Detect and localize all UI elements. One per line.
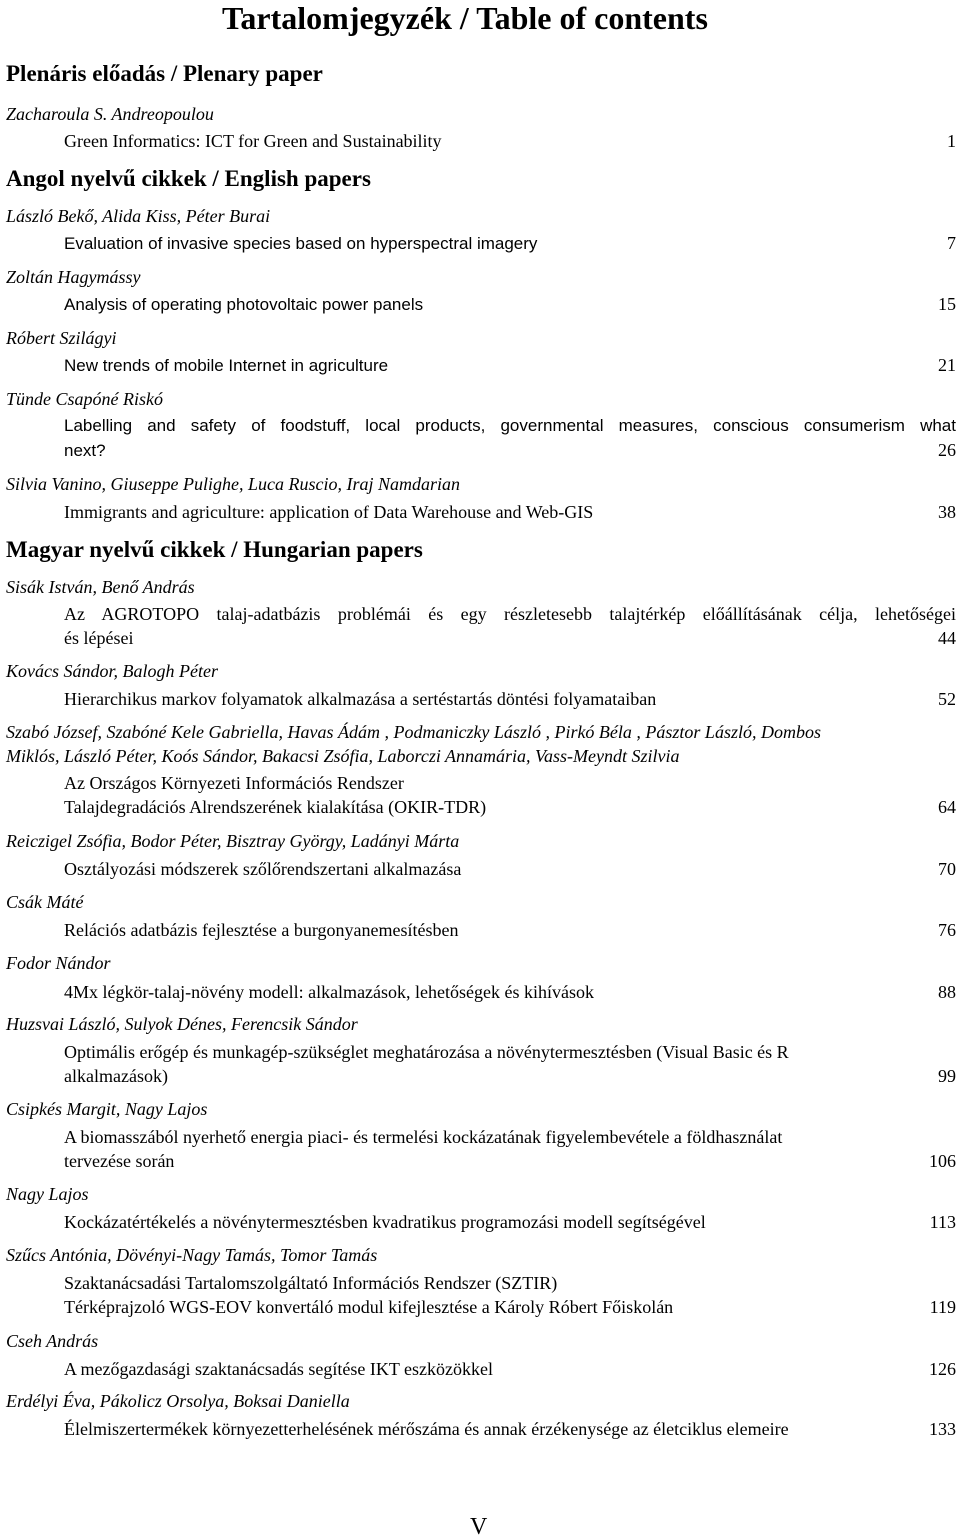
entry-authors: Róbert Szilágyi: [6, 328, 117, 348]
toc-entry[interactable]: [64, 500, 956, 524]
entry-page-number: 119: [929, 1297, 956, 1317]
toc-entry[interactable]: [64, 687, 956, 711]
entry-page-number: 21: [938, 355, 956, 375]
entry-title: New trends of mobile Internet in agriculture: [64, 356, 389, 375]
toc-entry[interactable]: [64, 353, 956, 378]
entry-title: Osztályozási módszerek szőlőrendszertani alkalmazása: [64, 859, 462, 879]
entry-authors: Csipkés Margit, Nagy Lajos: [6, 1099, 208, 1119]
entry-page-number: 1: [947, 131, 956, 151]
entry-authors: Kovács Sándor, Balogh Péter: [6, 661, 218, 681]
entry-title-cont: alkalmazások): [64, 1066, 168, 1086]
entry-title-cont: és lépései: [64, 628, 134, 648]
entry-authors: Erdélyi Éva, Pákolicz Orsolya, Boksai Daniella: [6, 1391, 350, 1411]
toc-entry[interactable]: [64, 1125, 956, 1173]
entry-title: Élelmiszertermékek környezetterhelésének mérőszáma és annak érzékenysége az életciklus elemeire: [64, 1419, 789, 1439]
entry-authors: Szűcs Antónia, Dövényi-Nagy Tamás, Tomor Tamás: [6, 1245, 378, 1265]
entry-authors: Silvia Vanino, Giuseppe Pulighe, Luca Ruscio, Iraj Namdarian: [6, 474, 460, 494]
entry-title: A mezőgazdasági szaktanácsadás segítése IKT eszközökkel: [64, 1359, 493, 1379]
entry-title: Kockázatértékelés a növénytermesztésben kvadratikus programozási modell segítségével: [64, 1212, 706, 1232]
toc-entry[interactable]: [64, 1210, 956, 1234]
toc-entry[interactable]: [64, 231, 956, 256]
entry-page-number: 44: [938, 628, 956, 648]
entry-authors: Huzsvai László, Sulyok Dénes, Ferencsik Sándor: [6, 1014, 358, 1034]
entry-title: Optimális erőgép és munkagép-szükséglet meghatározása a növénytermesztésben (Visual Basic és R: [64, 1042, 789, 1062]
toc-entry[interactable]: [64, 602, 956, 650]
entry-authors-line: Szabó József, Szabóné Kele Gabriella, Havas Ádám , Podmaniczky László , Pirkó Béla , Pásztor László, Dombos: [6, 722, 821, 742]
entry-page-number: 99: [938, 1066, 956, 1086]
page-title: Tartalomjegyzék / Table of contents: [222, 0, 708, 36]
entry-page-number: 70: [938, 859, 956, 879]
entry-page-number: 38: [938, 502, 956, 522]
entry-title: Az Országos Környezeti Információs Rendszer: [64, 773, 404, 793]
entry-page-number: 126: [929, 1359, 956, 1379]
entry-title: Green Informatics: ICT for Green and Sustainability: [64, 131, 442, 151]
entry-authors: Reiczigel Zsófia, Bodor Péter, Bisztray György, Ladányi Márta: [6, 831, 460, 851]
entry-authors: [6, 720, 956, 768]
toc-entry[interactable]: [64, 1417, 956, 1441]
section-title-plenary: Plenáris előadás / Plenary paper: [6, 61, 323, 86]
toc-entry[interactable]: [64, 129, 956, 153]
entry-title: Analysis of operating photovoltaic power panels: [64, 295, 424, 314]
entry-title: Az AGROTOPO talaj-adatbázis problémái és egy részletesebb talajtérkép előállításának célja, lehetőségei: [64, 604, 956, 624]
entry-title: A biomasszából nyerhető energia piaci- és termelési kockázatának figyelembevétele a földhasználat: [64, 1127, 783, 1147]
toc-entry[interactable]: [64, 1271, 956, 1319]
entry-title-cont: tervezése során: [64, 1151, 175, 1171]
entry-authors: Zacharoula S. Andreopoulou: [6, 104, 214, 124]
entry-title: Evaluation of invasive species based on hyperspectral imagery: [64, 234, 538, 253]
entry-authors: Sisák István, Benő András: [6, 577, 195, 597]
entry-page-number: 26: [938, 440, 956, 460]
entry-page-number: 52: [938, 689, 956, 709]
entry-authors: Zoltán Hagymássy: [6, 267, 141, 287]
entry-page-number: 64: [938, 797, 956, 817]
entry-authors-line: Miklós, László Péter, Koós Sándor, Bakacsi Zsófia, Laborczi Annamária, Vass-Meyndt Szilvia: [6, 746, 680, 766]
entry-page-number: 113: [929, 1212, 956, 1232]
toc-entry[interactable]: [64, 414, 956, 463]
toc-entry[interactable]: [64, 980, 956, 1004]
entry-authors: László Bekő, Alida Kiss, Péter Burai: [6, 206, 271, 226]
toc-entry[interactable]: [64, 857, 956, 881]
entry-title: Immigrants and agriculture: application of Data Warehouse and Web-GIS: [64, 502, 594, 522]
toc-entry[interactable]: [64, 918, 956, 942]
entry-title: 4Mx légkör-talaj-növény modell: alkalmazások, lehetőségek és kihívások: [64, 982, 594, 1002]
entry-title-cont: next?: [64, 441, 106, 460]
footer-page-number: V: [470, 1514, 488, 1540]
section-title-english: Angol nyelvű cikkek / English papers: [6, 166, 371, 191]
entry-authors: Tünde Csapóné Riskó: [6, 389, 163, 409]
entry-page-number: 76: [938, 920, 956, 940]
entry-page-number: 106: [929, 1151, 956, 1171]
section-title-hungarian: Magyar nyelvű cikkek / Hungarian papers: [6, 537, 423, 562]
entry-title: Relációs adatbázis fejlesztése a burgonyanemesítésben: [64, 920, 459, 940]
entry-authors: Csák Máté: [6, 892, 84, 912]
entry-title: Szaktanácsadási Tartalomszolgáltató Információs Rendszer (SZTIR): [64, 1273, 558, 1293]
toc-entry[interactable]: [64, 1040, 956, 1088]
entry-title-cont: Térképrajzoló WGS-EOV konvertáló modul kifejlesztése a Károly Róbert Főiskolán: [64, 1297, 674, 1317]
entry-authors: Nagy Lajos: [6, 1184, 89, 1204]
entry-page-number: 88: [938, 982, 956, 1002]
toc-entry[interactable]: [64, 1357, 956, 1381]
entry-title-cont: Talajdegradációs Alrendszerének kialakítása (OKIR-TDR): [64, 797, 487, 817]
entry-title: Labelling and safety of foodstuff, local products, governmental measures, conscious consumerism what: [64, 416, 956, 435]
entry-title: Hierarchikus markov folyamatok alkalmazása a sertéstartás döntési folyamataiban: [64, 689, 657, 709]
toc-entry[interactable]: [64, 292, 956, 317]
entry-page-number: 7: [947, 233, 956, 253]
toc-entry[interactable]: [64, 771, 956, 819]
entry-page-number: 133: [929, 1419, 956, 1439]
entry-authors: Cseh András: [6, 1331, 99, 1351]
entry-authors: Fodor Nándor: [6, 953, 111, 973]
entry-page-number: 15: [938, 294, 956, 314]
